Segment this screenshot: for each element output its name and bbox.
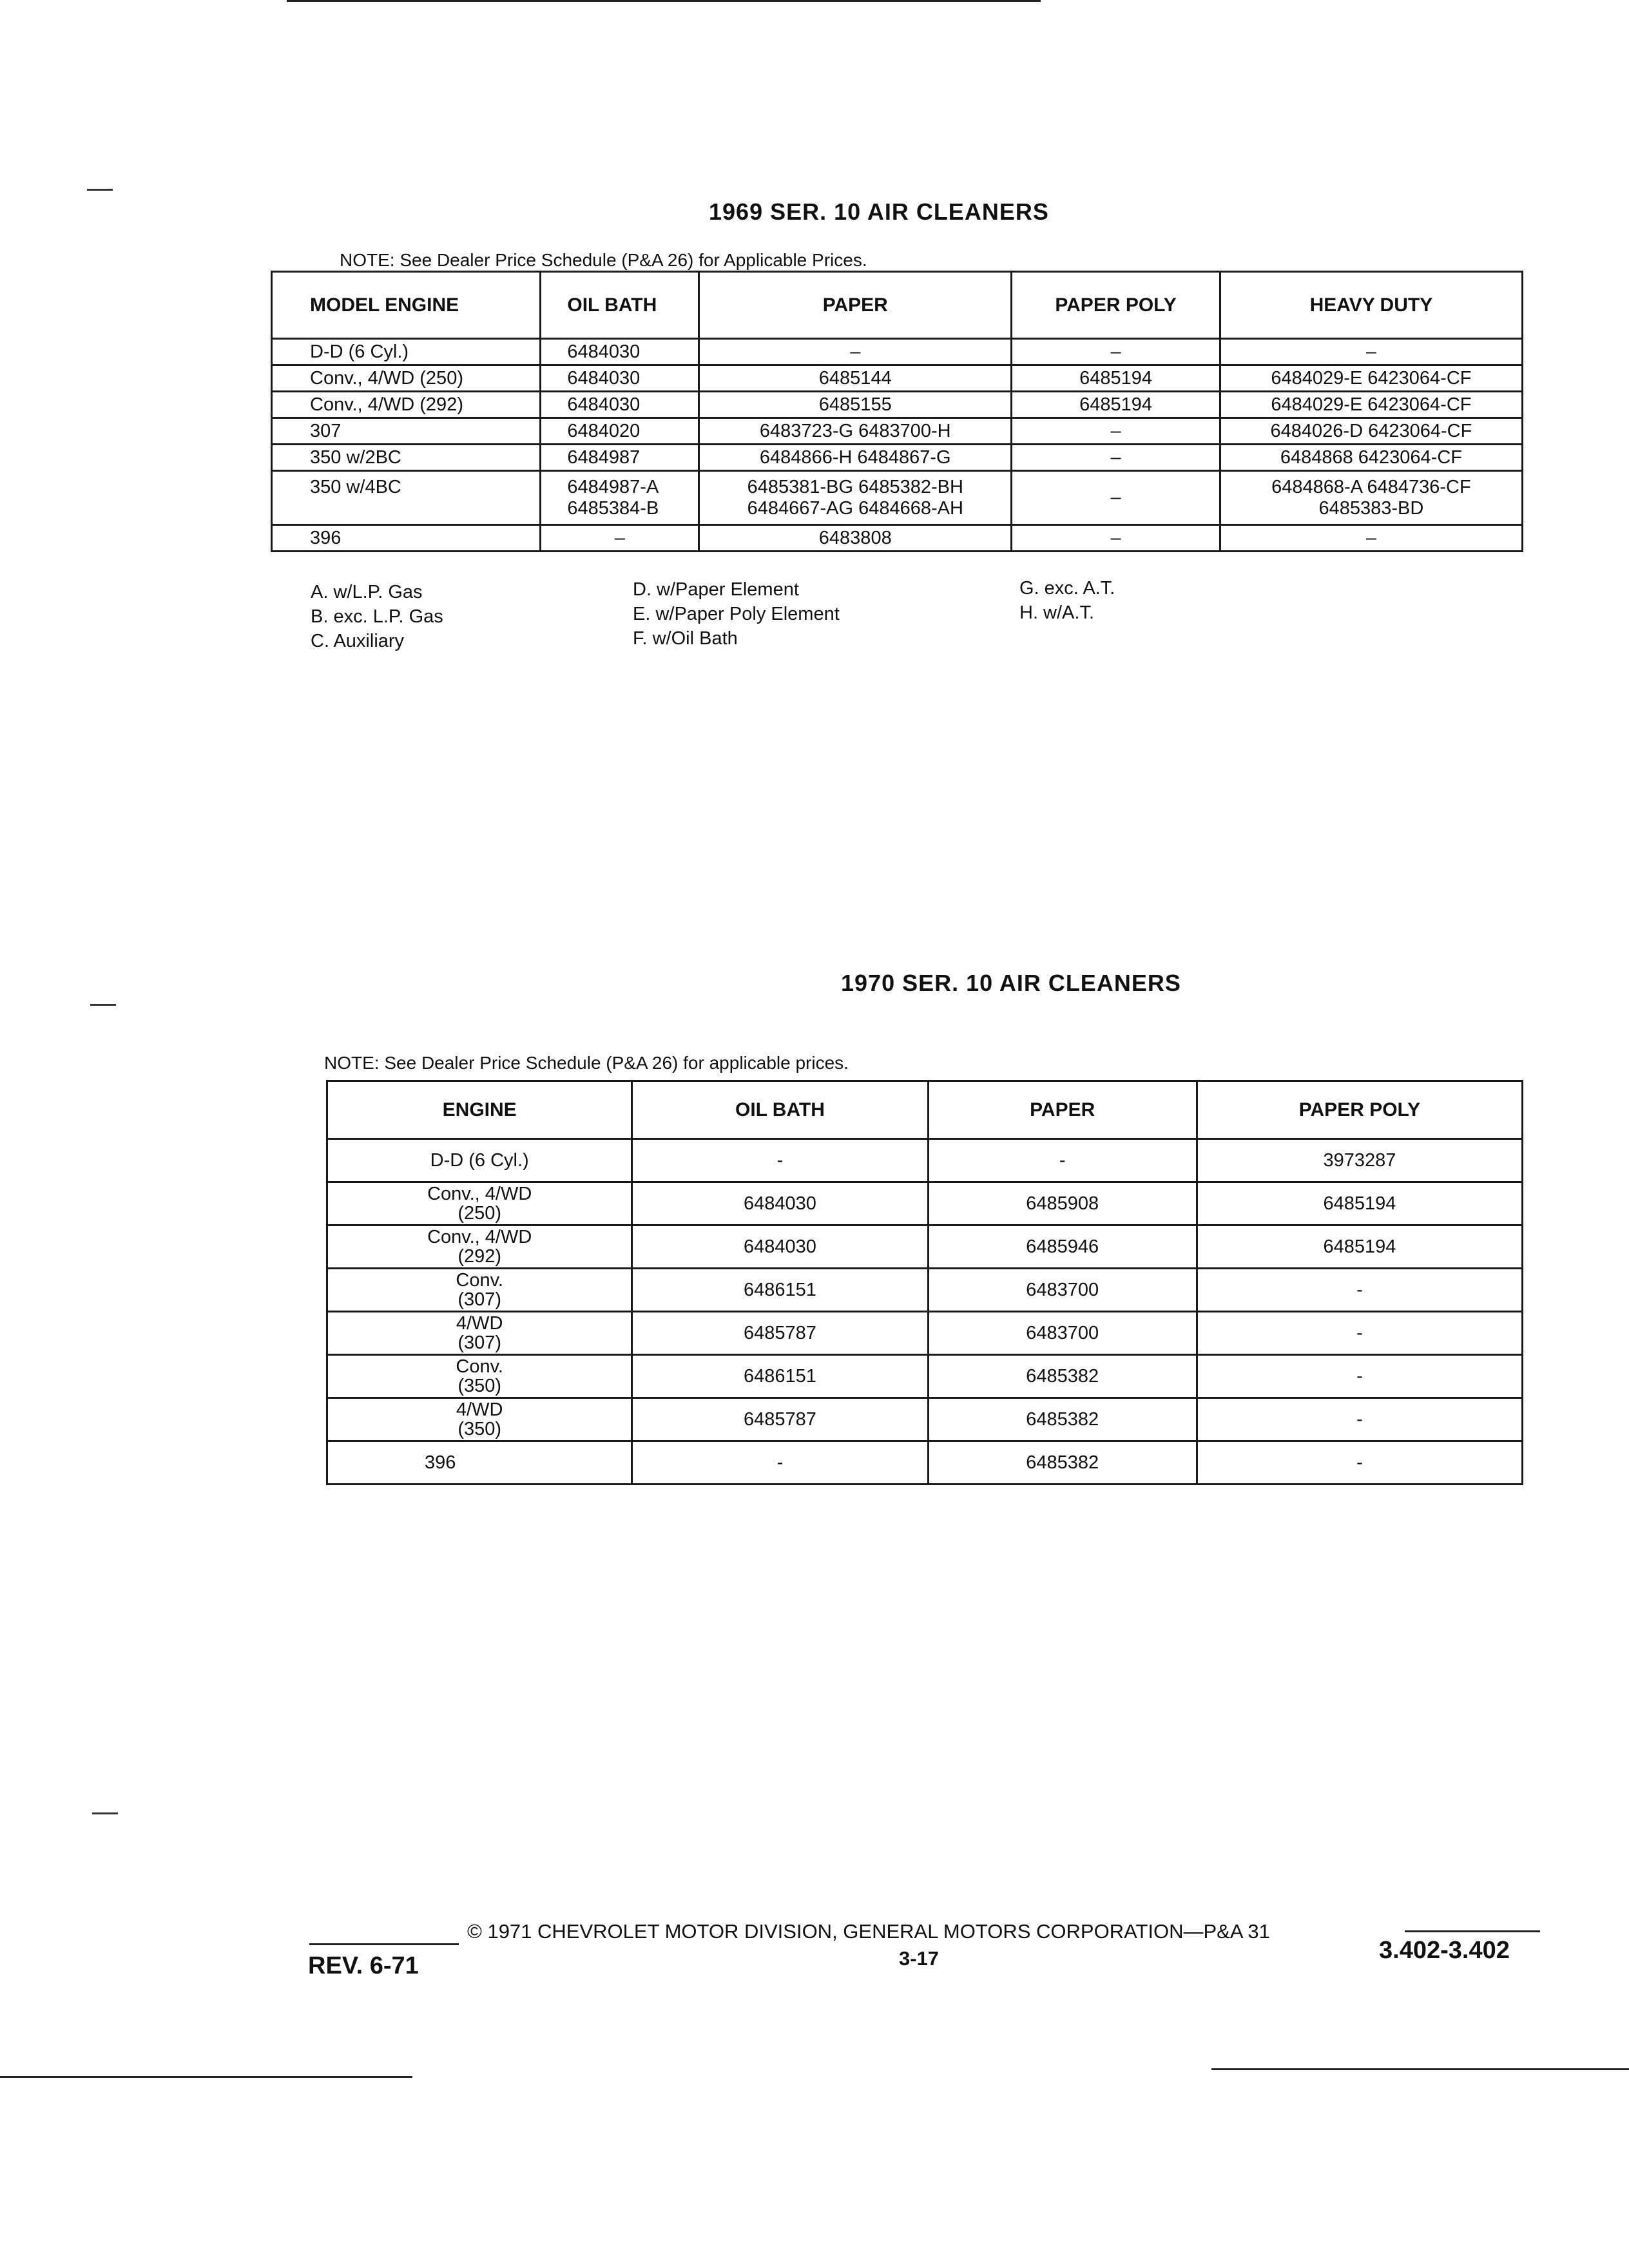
table-1969-title: 1969 SER. 10 AIR CLEANERS — [709, 198, 1049, 225]
cell-line: 4/WD — [456, 1313, 503, 1334]
cell-line: 4/WD — [456, 1399, 503, 1420]
cell-line: Conv., 4/WD — [427, 1184, 532, 1204]
cell-line: Conv., 4/WD — [427, 1227, 532, 1247]
cell-paper: 6483808 — [699, 525, 1012, 552]
table-row — [327, 1312, 1523, 1355]
cell-engine: Conv., 4/WD (292) — [272, 392, 541, 418]
cell-line: 6484987-A — [567, 476, 659, 497]
cell-paper-poly: 3973287 — [1197, 1139, 1522, 1182]
page-number: 3-17 — [899, 1947, 940, 1970]
table-row — [272, 339, 1523, 365]
cell-heavy-duty: 6484868 6423064-CF — [1220, 445, 1522, 471]
table-row — [272, 525, 1523, 552]
table-row — [272, 365, 1523, 392]
cell-paper-poly: – — [1012, 418, 1220, 445]
top-edge-line — [287, 0, 1041, 2]
cell-heavy-duty: 6484026-D 6423064-CF — [1220, 418, 1522, 445]
cell-engine — [327, 1139, 632, 1182]
cell-paper-poly: 6485194 — [1197, 1225, 1522, 1269]
cell-paper-poly: – — [1012, 339, 1220, 365]
cell-oil-bath: 6484030 — [632, 1182, 928, 1225]
cell-engine — [327, 1312, 632, 1355]
cell-paper — [699, 471, 1012, 525]
table-row — [272, 445, 1523, 471]
col-header-paper: PAPER — [699, 272, 1012, 339]
copyright-line: © 1971 CHEVROLET MOTOR DIVISION, GENERAL MOTORS CORPORATION—P&A 31 — [467, 1920, 1270, 1943]
col-header-heavy-duty: HEAVY DUTY — [1220, 272, 1522, 339]
revision-label: REV. 6-71 — [308, 1952, 419, 1979]
cell-engine: 350 w/2BC — [272, 445, 541, 471]
cell-line: – — [1110, 487, 1121, 508]
cell-paper: 6483700 — [928, 1312, 1197, 1355]
footnote: H. w/A.T. — [1019, 602, 1095, 623]
table-row — [272, 418, 1523, 445]
table-header-row — [327, 1081, 1523, 1139]
cell-paper: 6485144 — [699, 365, 1012, 392]
cell-engine — [327, 1182, 632, 1225]
cell-paper-poly: - — [1197, 1398, 1522, 1441]
cell-line: (250) — [458, 1203, 502, 1224]
cell-oil-bath: 6486151 — [632, 1355, 928, 1398]
table-1970-note: NOTE: See Dealer Price Schedule (P&A 26) for applicable prices. — [324, 1053, 849, 1073]
cell-paper-poly — [1012, 471, 1220, 525]
cell-oil-bath — [541, 471, 699, 525]
cell-engine: 350 w/4BC — [272, 471, 541, 525]
footnote: A. w/L.P. Gas — [311, 582, 423, 602]
table-1969 — [271, 271, 1523, 552]
cell-oil-bath: 6484030 — [541, 365, 699, 392]
cell-oil-bath: 6484987 — [541, 445, 699, 471]
cell-heavy-duty: 6484029-E 6423064-CF — [1220, 365, 1522, 392]
cell-paper-poly: - — [1197, 1312, 1522, 1355]
footer-rule-right — [1405, 1930, 1540, 1932]
cell-engine — [327, 1269, 632, 1312]
cell-engine: D-D (6 Cyl.) — [272, 339, 541, 365]
margin-tick — [92, 1812, 118, 1814]
cell-engine: 396 — [272, 525, 541, 552]
cell-paper: 6485155 — [699, 392, 1012, 418]
cell-oil-bath: 6484030 — [632, 1225, 928, 1269]
cell-line: (350) — [458, 1419, 502, 1439]
cell-line: 6485383-BD — [1318, 497, 1424, 519]
table-1970-title: 1970 SER. 10 AIR CLEANERS — [841, 970, 1181, 996]
cell-engine — [327, 1355, 632, 1398]
cell-line: 6484868-A 6484736-CF — [1271, 476, 1471, 497]
margin-tick — [90, 1004, 116, 1006]
table-header-row — [272, 272, 1523, 339]
cell-paper: 6485382 — [928, 1441, 1197, 1485]
footnotes-col-3 — [1019, 576, 1115, 625]
cell-heavy-duty: 6484029-E 6423064-CF — [1220, 392, 1522, 418]
margin-tick — [87, 189, 113, 191]
cell-paper: 6485946 — [928, 1225, 1197, 1269]
bottom-edge-line — [0, 2076, 412, 2078]
footnote: G. exc. A.T. — [1019, 578, 1115, 599]
cell-paper: 6484866-H 6484867-G — [699, 445, 1012, 471]
col-header-paper: PAPER — [928, 1081, 1197, 1139]
col-header-paper-poly: PAPER POLY — [1012, 272, 1220, 339]
cell-oil-bath: 6484030 — [541, 392, 699, 418]
cell-line: 6484667-AG 6484668-AH — [747, 497, 963, 519]
footnotes-col-2 — [633, 577, 840, 651]
cell-line: 396 — [425, 1452, 456, 1473]
cell-oil-bath: - — [632, 1441, 928, 1485]
cell-paper: - — [928, 1139, 1197, 1182]
cell-oil-bath: – — [541, 525, 699, 552]
cell-paper-poly: – — [1012, 445, 1220, 471]
footnote: D. w/Paper Element — [633, 579, 799, 600]
cell-paper-poly: 6485194 — [1012, 392, 1220, 418]
table-row — [272, 392, 1523, 418]
cell-heavy-duty — [1220, 471, 1522, 525]
cell-paper-poly: - — [1197, 1441, 1522, 1485]
table-row — [327, 1139, 1523, 1182]
col-header-oil-bath: OIL BATH — [632, 1081, 928, 1139]
cell-paper: – — [699, 339, 1012, 365]
table-row — [327, 1398, 1523, 1441]
cell-oil-bath: 6484030 — [541, 339, 699, 365]
footnotes-col-1 — [311, 580, 443, 653]
footer-rule-left — [309, 1943, 459, 1945]
cell-oil-bath: 6485787 — [632, 1398, 928, 1441]
table-1970 — [326, 1080, 1523, 1485]
cell-paper: 6485382 — [928, 1355, 1197, 1398]
cell-line: (350) — [458, 1376, 502, 1396]
cell-paper: 6485382 — [928, 1398, 1197, 1441]
col-header-paper-poly: PAPER POLY — [1197, 1081, 1522, 1139]
footnote: C. Auxiliary — [311, 631, 405, 651]
cell-oil-bath: 6486151 — [632, 1269, 928, 1312]
cell-paper-poly: 6485194 — [1012, 365, 1220, 392]
table-row — [327, 1355, 1523, 1398]
cell-line: 6485381-BG 6485382-BH — [747, 476, 963, 497]
cell-oil-bath: - — [632, 1139, 928, 1182]
cell-engine — [327, 1398, 632, 1441]
cell-engine — [327, 1225, 632, 1269]
cell-oil-bath: 6484020 — [541, 418, 699, 445]
bottom-edge-line — [1211, 2068, 1629, 2070]
footnote: E. w/Paper Poly Element — [633, 604, 840, 624]
cell-paper: 6485908 — [928, 1182, 1197, 1225]
cell-paper-poly: - — [1197, 1269, 1522, 1312]
cell-line: (307) — [458, 1332, 502, 1353]
cell-oil-bath: 6485787 — [632, 1312, 928, 1355]
cell-paper: 6483723-G 6483700-H — [699, 418, 1012, 445]
section-number: 3.402-3.402 — [1379, 1937, 1510, 1964]
col-header-model-engine: MODEL ENGINE — [272, 272, 541, 339]
cell-line: D-D (6 Cyl.) — [430, 1150, 529, 1171]
cell-heavy-duty: – — [1220, 525, 1522, 552]
table-1969-note: NOTE: See Dealer Price Schedule (P&A 26) for Applicable Prices. — [340, 250, 867, 270]
cell-paper: 6483700 — [928, 1269, 1197, 1312]
table-row — [272, 471, 1523, 525]
cell-line: Conv. — [456, 1356, 503, 1377]
table-row — [327, 1441, 1523, 1485]
table-row — [327, 1182, 1523, 1225]
table-row — [327, 1269, 1523, 1312]
cell-engine — [327, 1441, 632, 1485]
cell-heavy-duty: – — [1220, 339, 1522, 365]
col-header-oil-bath: OIL BATH — [541, 272, 699, 339]
cell-engine: Conv., 4/WD (250) — [272, 365, 541, 392]
cell-engine: 307 — [272, 418, 541, 445]
cell-line: 6485384-B — [567, 497, 659, 519]
cell-paper-poly: - — [1197, 1355, 1522, 1398]
cell-paper-poly: 6485194 — [1197, 1182, 1522, 1225]
footnote: F. w/Oil Bath — [633, 628, 738, 649]
cell-line: (292) — [458, 1246, 502, 1267]
cell-paper-poly: – — [1012, 525, 1220, 552]
footnote: B. exc. L.P. Gas — [311, 606, 443, 627]
cell-line: (307) — [458, 1289, 502, 1310]
col-header-engine: ENGINE — [327, 1081, 632, 1139]
cell-line: Conv. — [456, 1270, 503, 1291]
table-row — [327, 1225, 1523, 1269]
